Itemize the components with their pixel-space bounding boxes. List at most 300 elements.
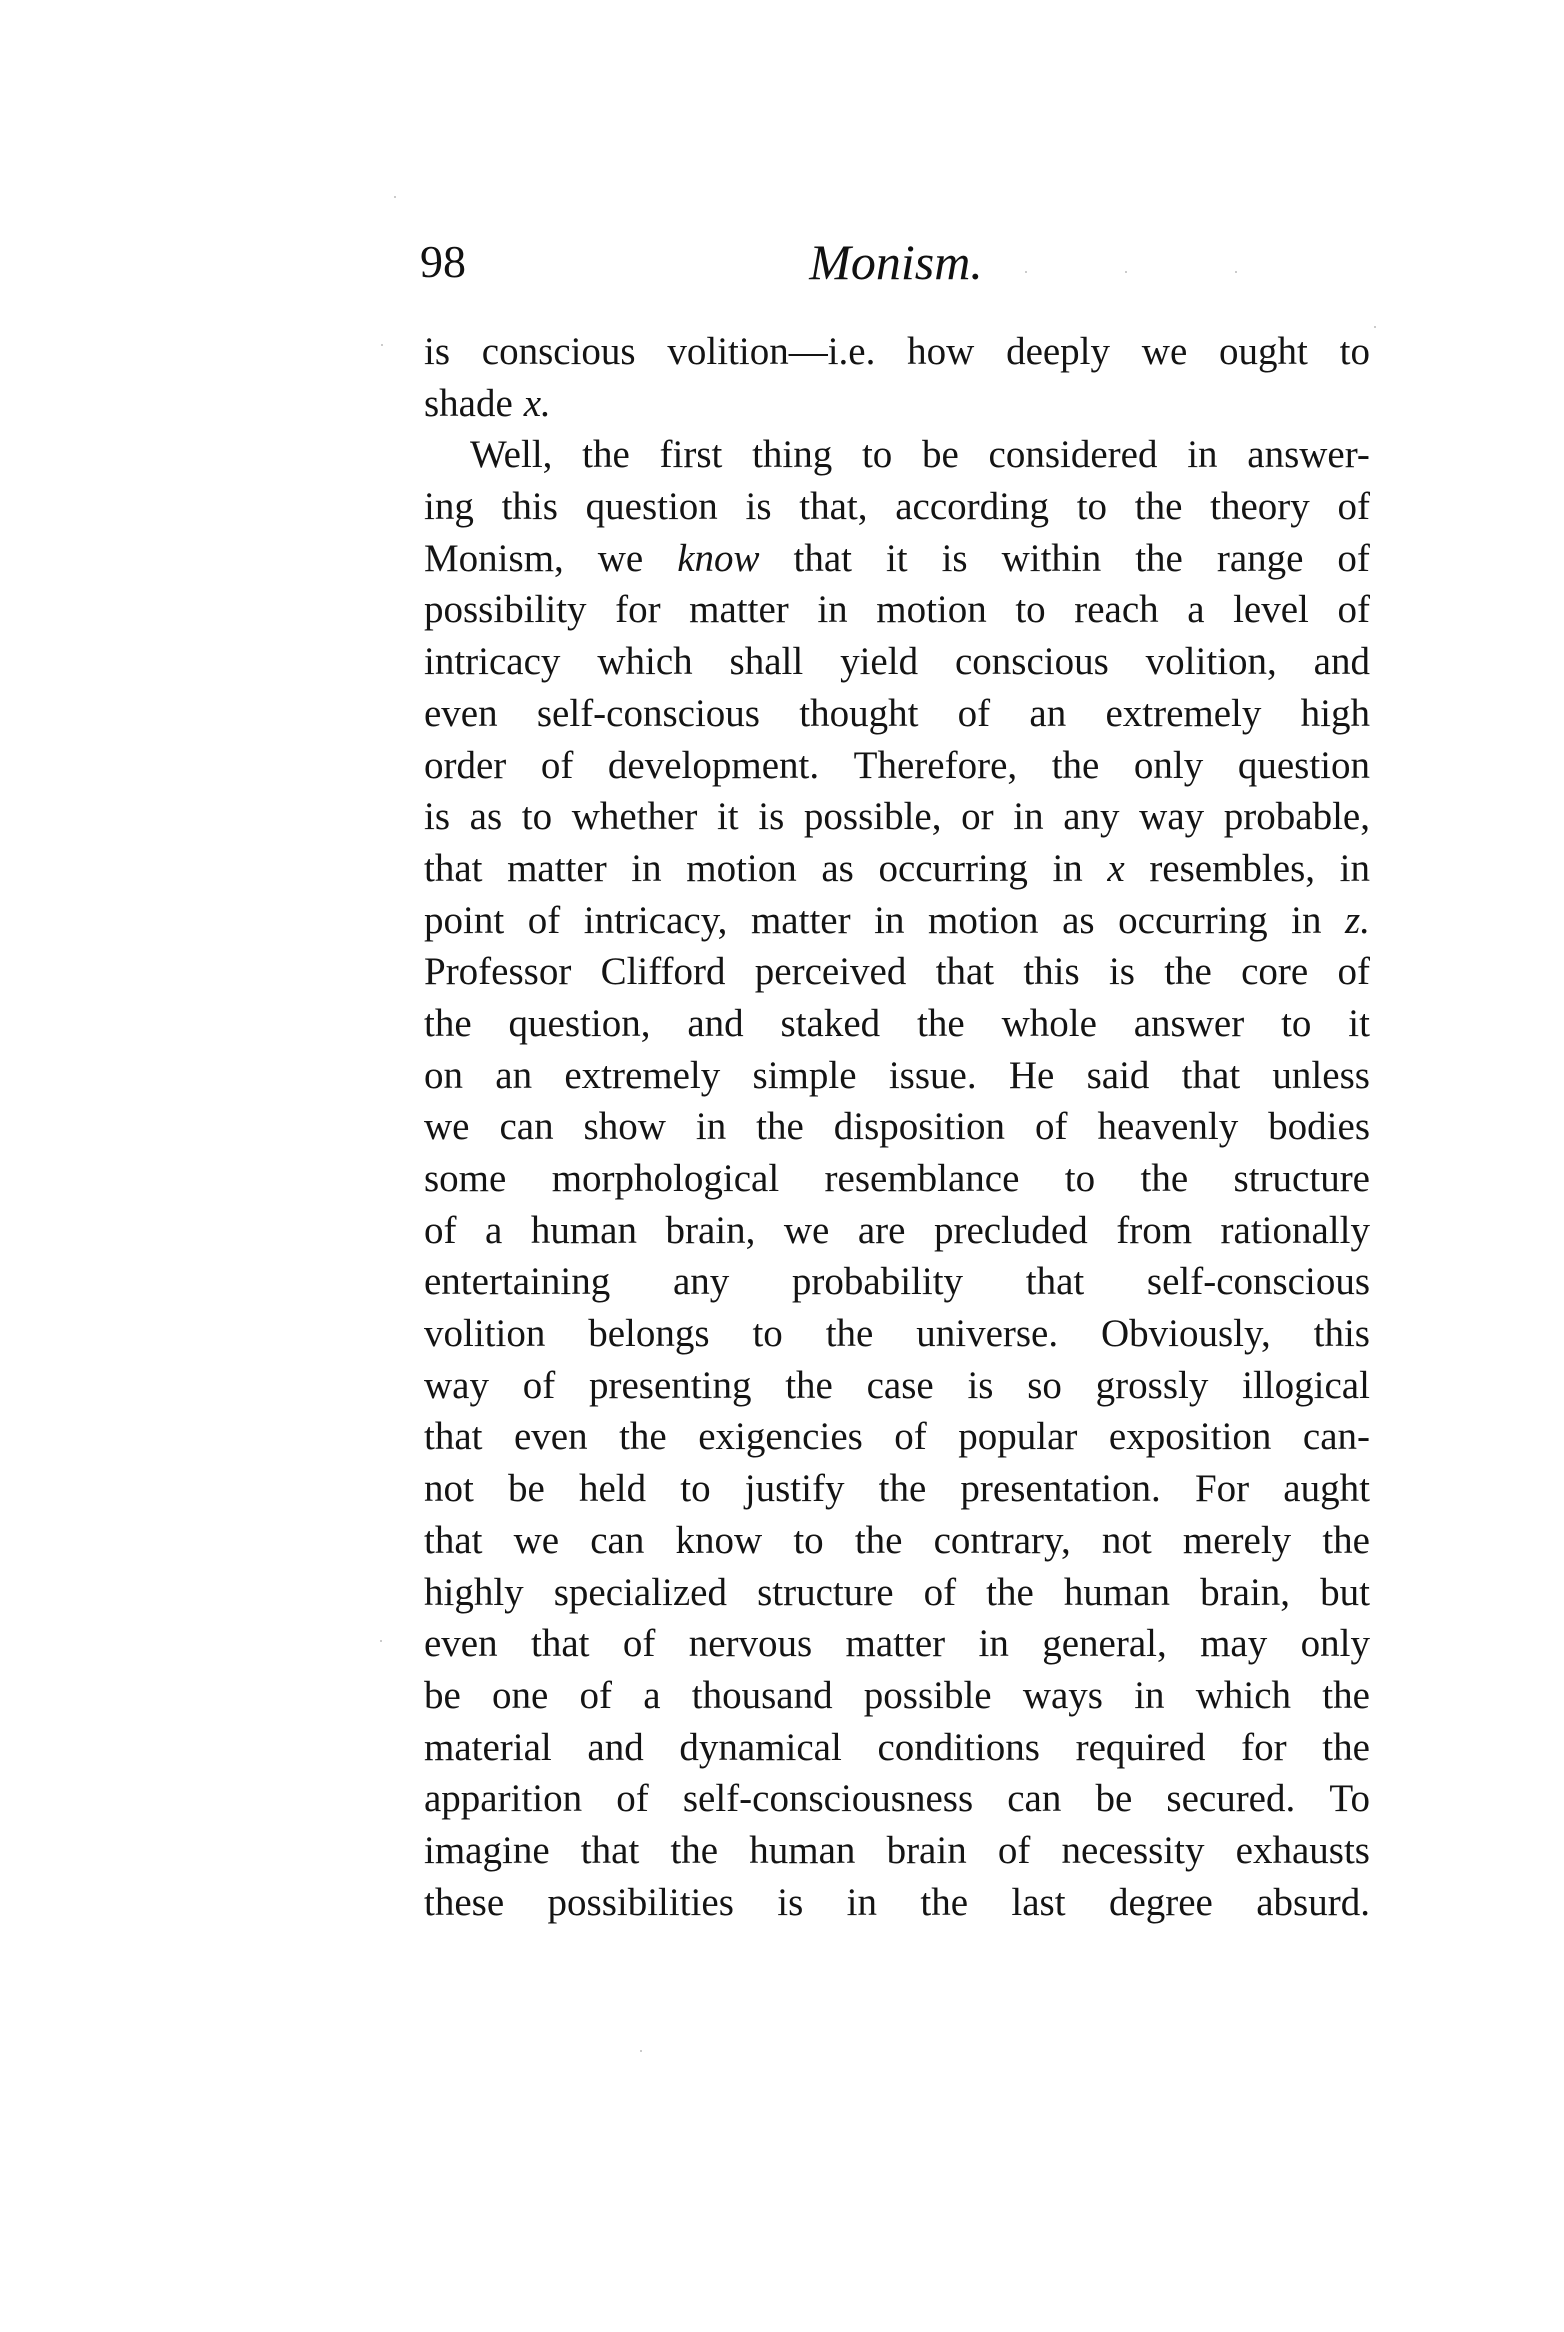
body-text <box>424 326 1370 1928</box>
word: of <box>579 1673 613 1717</box>
word: intricacy, <box>583 898 728 942</box>
word: entertaining <box>424 1260 611 1304</box>
scan-speck <box>640 2050 642 2052</box>
word: any <box>1063 795 1120 839</box>
word: structure <box>1233 1157 1370 1200</box>
word: possible, <box>803 795 942 839</box>
word: Obviously, <box>1101 1312 1271 1356</box>
word: answer- <box>1247 433 1370 477</box>
text-line <box>424 1411 1370 1463</box>
word: Well, <box>470 433 553 477</box>
word: shade <box>424 381 513 425</box>
word: the <box>1322 1673 1370 1717</box>
word: of <box>622 1622 656 1666</box>
word: we <box>513 1518 560 1562</box>
word: universe. <box>916 1312 1059 1356</box>
word: possibilities <box>547 1880 734 1924</box>
text-line <box>424 533 1370 585</box>
text-line-words <box>424 1256 1370 1308</box>
word: level <box>1233 588 1309 632</box>
text-line-words <box>424 481 1370 533</box>
word: last <box>1011 1880 1066 1924</box>
text-line <box>424 1463 1370 1515</box>
word: question <box>585 485 718 529</box>
text-line-words <box>424 1825 1370 1877</box>
word: to <box>680 1467 711 1511</box>
text-line <box>424 1360 1370 1412</box>
word: extremely <box>1105 691 1262 735</box>
word: of <box>1337 950 1370 994</box>
text-line-words <box>424 895 1370 947</box>
word: the <box>854 1518 903 1562</box>
word: to <box>1064 1157 1096 1200</box>
word: that <box>580 1828 640 1872</box>
word: motion <box>928 898 1039 942</box>
word: to <box>1281 1001 1312 1045</box>
text-line <box>424 1153 1370 1205</box>
word: resemblance <box>824 1157 1020 1200</box>
word: is <box>941 536 968 580</box>
word: exhausts <box>1235 1828 1370 1872</box>
text-line-words <box>424 946 1370 998</box>
word: that <box>793 536 852 580</box>
word: is <box>424 795 451 839</box>
word: secured. <box>1166 1777 1296 1821</box>
word: Professor <box>424 950 572 994</box>
word: that, <box>799 485 868 529</box>
text-line <box>424 378 1370 430</box>
word: said <box>1086 1053 1150 1097</box>
word: that <box>530 1622 590 1666</box>
word: conditions <box>877 1725 1040 1769</box>
text-line <box>424 740 1370 792</box>
text-line <box>424 584 1370 636</box>
word: range <box>1216 536 1304 580</box>
word: point <box>424 898 505 942</box>
word: only <box>1133 743 1204 787</box>
word: so <box>1027 1363 1062 1407</box>
text-line-words <box>424 1515 1370 1567</box>
word: in <box>817 588 848 632</box>
word: the <box>825 1312 874 1356</box>
word: the <box>1051 743 1100 787</box>
word: exposition <box>1108 1415 1272 1459</box>
word: and <box>687 1001 744 1045</box>
word: the <box>1164 950 1212 994</box>
text-line <box>424 1515 1370 1567</box>
word: presentation. <box>960 1467 1161 1511</box>
italic-word: x. <box>523 381 551 425</box>
word: self-conscious <box>1146 1260 1370 1304</box>
word: from <box>1116 1208 1193 1252</box>
text-line <box>424 843 1370 895</box>
word: for <box>1241 1725 1287 1769</box>
word: in <box>1134 1673 1165 1717</box>
word: first <box>659 433 723 477</box>
word: structure <box>757 1570 894 1614</box>
word: it <box>716 795 739 839</box>
text-line-words <box>424 791 1370 843</box>
italic-word: know <box>677 536 760 580</box>
word: how <box>907 330 975 373</box>
word: ways <box>1022 1673 1103 1717</box>
text-line <box>424 1877 1370 1929</box>
word: required <box>1075 1725 1206 1769</box>
word: of <box>997 1828 1031 1872</box>
word: is <box>967 1363 994 1407</box>
word: brain, <box>665 1208 756 1252</box>
word: to <box>521 795 553 839</box>
word: we <box>783 1208 830 1252</box>
word: know <box>675 1518 763 1562</box>
word: possible <box>863 1673 992 1717</box>
word: case <box>866 1363 934 1407</box>
word: in <box>846 1880 877 1924</box>
text-line-words <box>424 1463 1370 1515</box>
word: the <box>756 1105 804 1149</box>
word: For <box>1194 1467 1250 1511</box>
word: bodies <box>1268 1105 1370 1149</box>
word: of <box>424 1208 457 1252</box>
word: the <box>619 1415 667 1459</box>
word: the <box>582 433 630 477</box>
word: merely <box>1182 1518 1292 1562</box>
word: even <box>513 1415 588 1459</box>
word: to <box>793 1518 824 1562</box>
text-line <box>424 688 1370 740</box>
word: are <box>857 1208 906 1252</box>
word: volition—i.e. <box>667 330 876 373</box>
word: possibility <box>424 588 587 632</box>
word: is <box>777 1880 804 1924</box>
word: we <box>1141 330 1188 373</box>
word: motion <box>686 846 797 890</box>
text-line-words <box>424 1153 1370 1205</box>
word: material <box>424 1725 552 1769</box>
text-line <box>424 1050 1370 1102</box>
word: can <box>1007 1777 1062 1821</box>
word: not <box>1101 1518 1152 1562</box>
word: necessity <box>1061 1828 1205 1872</box>
word: on <box>424 1053 463 1097</box>
word: according <box>895 485 1049 529</box>
text-line-words <box>424 533 1370 585</box>
word: probable, <box>1223 795 1370 839</box>
word: imagine <box>424 1828 550 1872</box>
word: of <box>1034 1105 1068 1149</box>
word: an <box>495 1053 533 1097</box>
word: is <box>758 795 785 839</box>
word: it <box>1348 1001 1370 1045</box>
word: to <box>1076 485 1108 529</box>
word: perceived <box>754 950 907 994</box>
word: to <box>861 433 893 477</box>
text-line <box>424 998 1370 1050</box>
text-line <box>424 1256 1370 1308</box>
word: thought <box>799 691 919 735</box>
word: the <box>920 1880 969 1924</box>
text-line-words <box>424 740 1370 792</box>
word: the <box>986 1570 1034 1614</box>
word: even <box>424 1622 498 1666</box>
word: human <box>749 1828 856 1872</box>
text-line <box>424 1205 1370 1257</box>
text-line-words <box>424 1722 1370 1774</box>
word: in <box>1291 898 1322 942</box>
text-line-words <box>424 998 1370 1050</box>
text-line <box>424 1722 1370 1774</box>
text-line-words <box>424 1308 1370 1360</box>
word: shall <box>729 640 804 684</box>
word: presenting <box>588 1363 752 1407</box>
word: any <box>672 1260 730 1304</box>
word: in <box>978 1622 1009 1666</box>
word: this <box>1313 1312 1370 1356</box>
word: be <box>922 433 959 477</box>
word: conscious <box>954 640 1109 684</box>
word: of <box>522 1363 556 1407</box>
word: intricacy <box>424 640 561 684</box>
word: can <box>590 1518 645 1562</box>
word: of <box>1337 588 1370 632</box>
word: in <box>1013 795 1044 839</box>
text-line-words <box>424 1360 1370 1412</box>
word: nervous <box>688 1622 813 1666</box>
text-line <box>424 429 1370 481</box>
word: matter <box>507 846 607 890</box>
word: considered <box>988 433 1158 477</box>
word: of <box>1337 485 1370 529</box>
text-line <box>424 1773 1370 1825</box>
word: the <box>1135 536 1183 580</box>
text-line-words <box>424 843 1370 895</box>
text-line-words <box>424 688 1370 740</box>
word: way <box>424 1363 489 1407</box>
word: for <box>615 588 661 632</box>
text-line <box>424 1825 1370 1877</box>
word: motion <box>876 588 987 632</box>
word: belongs <box>588 1312 710 1356</box>
word: precluded <box>933 1208 1088 1252</box>
word: that <box>424 846 483 890</box>
word: that <box>935 950 995 994</box>
word: general, <box>1042 1622 1167 1666</box>
text-line-words <box>424 1567 1370 1619</box>
text-line-words <box>424 1411 1370 1463</box>
word: we <box>424 1105 470 1149</box>
word: yield <box>840 640 919 684</box>
italic-word: z. <box>1345 898 1370 942</box>
scan-speck <box>1235 271 1237 273</box>
text-line <box>424 1308 1370 1360</box>
word: staked <box>780 1001 881 1045</box>
word: this <box>1023 950 1080 994</box>
text-line <box>424 1101 1370 1153</box>
scan-speck <box>1025 271 1027 273</box>
word: dynamical <box>679 1725 842 1769</box>
word: some <box>424 1157 507 1200</box>
running-title: Monism. <box>809 234 983 290</box>
word: to <box>1339 330 1370 373</box>
word: exigencies <box>698 1415 863 1459</box>
word: not <box>424 1467 474 1511</box>
word: and <box>587 1725 644 1769</box>
word: degree <box>1108 1880 1213 1924</box>
text-line-words <box>424 378 1370 430</box>
word: To <box>1329 1777 1370 1821</box>
word: an <box>1029 691 1067 735</box>
text-line <box>424 895 1370 947</box>
word: can <box>499 1105 554 1149</box>
word: answer <box>1133 1001 1245 1045</box>
word: the <box>1322 1518 1370 1562</box>
word: this <box>501 485 558 529</box>
word: as <box>1062 898 1095 942</box>
word: held <box>578 1467 647 1511</box>
word: or <box>961 795 994 839</box>
text-line-words <box>470 429 1370 481</box>
word: question <box>1237 743 1370 787</box>
word: resembles, <box>1149 846 1316 890</box>
running-head <box>420 232 1372 292</box>
text-line-words <box>424 1670 1370 1722</box>
word: is <box>745 485 772 529</box>
word: popular <box>958 1415 1078 1459</box>
text-line <box>424 636 1370 688</box>
word: even <box>424 691 498 735</box>
word: that <box>1025 1260 1085 1304</box>
scan-speck <box>381 344 383 346</box>
scan-speck <box>380 1640 382 1642</box>
word: morphological <box>551 1157 780 1200</box>
word: be <box>424 1673 461 1717</box>
word: may <box>1200 1622 1268 1666</box>
word: but <box>1320 1570 1370 1614</box>
word: in <box>631 846 662 890</box>
word: way <box>1139 795 1205 839</box>
word: volition <box>424 1312 546 1356</box>
word: in <box>874 898 905 942</box>
word: within <box>1001 536 1102 580</box>
word: matter <box>845 1622 946 1666</box>
word: occurring <box>878 846 1028 890</box>
word: which <box>1195 1673 1292 1717</box>
word: illogical <box>1242 1363 1370 1407</box>
word: grossly <box>1095 1363 1209 1407</box>
word: matter <box>750 898 851 942</box>
word: a <box>643 1673 661 1717</box>
scan-speck <box>1374 326 1376 328</box>
word: as <box>469 795 503 839</box>
word: heavenly <box>1097 1105 1239 1149</box>
word: highly <box>424 1570 524 1614</box>
word: that <box>424 1518 483 1562</box>
word: of <box>540 743 574 787</box>
word: one <box>492 1673 549 1717</box>
word: thousand <box>691 1673 833 1717</box>
word: probability <box>791 1260 964 1304</box>
word: a <box>485 1208 503 1252</box>
word: brain, <box>1200 1570 1291 1614</box>
word: brain <box>886 1828 967 1872</box>
text-line-words <box>424 326 1370 378</box>
word: show <box>583 1105 666 1149</box>
word: human <box>530 1208 637 1252</box>
word: the <box>917 1001 965 1045</box>
word: as <box>821 846 854 890</box>
word: in <box>1339 846 1370 890</box>
word: thing <box>752 433 833 477</box>
word: self-consciousness <box>682 1777 974 1821</box>
word: the <box>670 1828 719 1872</box>
word: is <box>424 330 451 373</box>
word: extremely <box>564 1053 721 1097</box>
word: of <box>894 1415 927 1459</box>
word: occurring <box>1118 898 1268 942</box>
word: order <box>424 743 507 787</box>
word: the <box>424 1001 472 1045</box>
word: a <box>1187 588 1205 632</box>
word: can- <box>1302 1415 1370 1459</box>
word: apparition <box>424 1777 583 1821</box>
text-line-words <box>424 1050 1370 1102</box>
word: matter <box>689 588 789 632</box>
scan-speck <box>1125 271 1127 273</box>
word: to <box>1015 588 1046 632</box>
text-line <box>424 946 1370 998</box>
text-line-words <box>424 584 1370 636</box>
text-line <box>424 326 1370 378</box>
word: the <box>785 1363 833 1407</box>
word: ing <box>424 485 474 529</box>
word: issue. <box>888 1053 977 1097</box>
word: the <box>1322 1725 1370 1769</box>
word: the <box>1140 1157 1189 1200</box>
word: volition, <box>1145 640 1277 684</box>
word: aught <box>1283 1467 1370 1511</box>
text-line <box>424 1618 1370 1670</box>
word: Monism, <box>424 536 564 580</box>
word: these <box>424 1880 505 1924</box>
word: human <box>1063 1570 1171 1614</box>
word: conscious <box>481 330 636 373</box>
word: unless <box>1272 1053 1370 1097</box>
text-line-words <box>424 1205 1370 1257</box>
word: whether <box>571 795 698 839</box>
word: it <box>885 536 908 580</box>
italic-word: x <box>1107 846 1125 890</box>
word: Clifford <box>600 950 726 994</box>
word: contrary, <box>933 1518 1071 1562</box>
word: of <box>527 898 561 942</box>
word: of <box>923 1570 957 1614</box>
word: high <box>1300 691 1370 735</box>
word: simple <box>752 1053 857 1097</box>
word: that <box>1181 1053 1241 1097</box>
word: He <box>1008 1053 1055 1097</box>
page-number: 98 <box>420 236 466 287</box>
word: and <box>1313 640 1370 684</box>
word: reach <box>1074 588 1159 632</box>
word: Therefore, <box>853 743 1018 787</box>
word: that <box>424 1415 483 1459</box>
word: core <box>1241 950 1309 994</box>
word: be <box>1095 1777 1133 1821</box>
word: disposition <box>833 1105 1005 1149</box>
word: is <box>1108 950 1135 994</box>
word: rationally <box>1220 1208 1370 1252</box>
word: question, <box>508 1001 651 1045</box>
